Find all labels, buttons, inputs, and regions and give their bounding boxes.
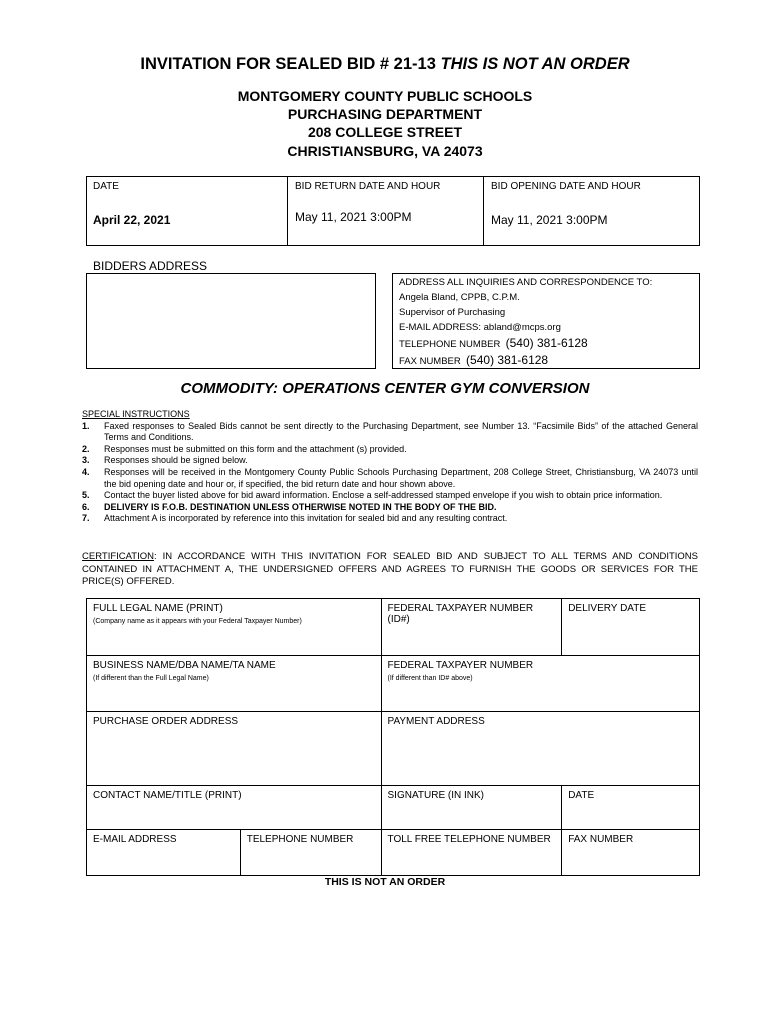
org-line-1: MONTGOMERY COUNTY PUBLIC SCHOOLS — [237, 88, 533, 104]
phone-label: TELEPHONE NUMBER — [399, 339, 501, 350]
instruction-item: 7. Attachment A is incorporated by reference into this invitation for sealed bid and any resulting contract. — [82, 513, 508, 524]
certification-label: CERTIFICATION — [82, 551, 154, 562]
contact-heading: ADDRESS ALL INQUIRIES AND CORRESPONDENCE TO: — [399, 277, 653, 288]
contact-email: E-MAIL ADDRESS: abland@mcps.org — [399, 322, 561, 333]
business-name-field[interactable] — [87, 656, 382, 712]
org-line-3: 208 COLLEGE STREET — [307, 124, 463, 140]
bid-opening-label: BID OPENING DATE AND HOUR — [491, 181, 641, 192]
federal-taxpayer-id-field[interactable] — [381, 599, 562, 656]
date-label: DATE — [93, 181, 119, 192]
business-name-label: BUSINESS NAME/DBA NAME/TA NAME — [93, 660, 276, 671]
bid-return-value: May 11, 2021 3:00PM — [295, 210, 412, 224]
date-field[interactable] — [562, 786, 700, 830]
federal-taxpayer-number-label: FEDERAL TAXPAYER NUMBER — [387, 660, 534, 671]
telephone-field[interactable] — [240, 830, 381, 876]
phone-value: (540) 381-6128 — [505, 336, 588, 350]
delivery-date-field[interactable] — [562, 599, 700, 656]
instruction-item: 5. Contact the buyer listed above for bid award information. Enclose a self-addressed stamped envelope if you wish to obtain price information. — [82, 490, 663, 501]
federal-taxpayer-id-label: FEDERAL TAXPAYER NUMBER (ID#) — [387, 603, 534, 625]
full-legal-name-note: (Company name as it appears with your Federal Taxpayer Number) — [93, 618, 302, 625]
bid-opening-value: May 11, 2021 3:00PM — [491, 213, 608, 227]
toll-free-field[interactable] — [381, 830, 562, 876]
payment-address-label: PAYMENT ADDRESS — [387, 716, 485, 727]
delivery-date-label: DELIVERY DATE — [568, 603, 646, 614]
org-line-4: CHRISTIANSBURG, VA 24073 — [287, 143, 483, 159]
federal-taxpayer-number-field[interactable] — [381, 656, 699, 712]
commodity-heading: COMMODITY: OPERATIONS CENTER GYM CONVERSION — [180, 380, 590, 397]
email-field[interactable] — [87, 830, 241, 876]
fax-field-label: FAX NUMBER — [568, 834, 634, 845]
fax-label: FAX NUMBER — [399, 356, 461, 367]
email-label: E-MAIL ADDRESS — [93, 834, 177, 845]
contact-title: Supervisor of Purchasing — [399, 307, 506, 318]
fax-field[interactable] — [562, 830, 700, 876]
instruction-item: 3. Responses should be signed below. — [82, 455, 248, 466]
footer-not-an-order: THIS IS NOT AN ORDER — [324, 876, 446, 888]
instruction-item: 2. Responses must be submitted on this form and the attachment (s) provided. — [82, 443, 407, 454]
page-title — [0, 55, 770, 74]
full-legal-name-field[interactable] — [87, 599, 382, 656]
purchase-order-address-label: PURCHASE ORDER ADDRESS — [93, 716, 239, 727]
bidders-address-box[interactable] — [86, 273, 376, 369]
instruction-item: 1. Faxed responses to Sealed Bids cannot be sent directly to the Purchasing Department, see Number 13. “Facsimile Bids” of the attached General Terms and Conditions. — [82, 420, 698, 443]
fax-value: (540) 381-6128 — [466, 353, 549, 367]
certification — [82, 551, 698, 589]
date-field-label: DATE — [568, 790, 595, 801]
bidder-form — [86, 598, 700, 876]
instruction-item: 4. Responses will be received in the Montgomery County Public Schools Purchasing Department, 208 College Street, Christiansburg, VA 24073 until the bid opening date and hour or, if specified, the bid return date and hour shown above. — [82, 466, 698, 489]
contact-name-label: CONTACT NAME/TITLE (PRINT) — [93, 790, 242, 801]
signature-label: SIGNATURE (IN INK) — [387, 790, 484, 801]
full-legal-name-label: FULL LEGAL NAME (PRINT) — [93, 603, 223, 614]
signature-field[interactable] — [381, 786, 562, 830]
toll-free-label: TOLL FREE TELEPHONE NUMBER — [387, 834, 551, 845]
purchase-order-address-field[interactable] — [87, 712, 382, 786]
federal-taxpayer-number-note: (If different than ID# above) — [387, 675, 473, 682]
dates-box — [86, 176, 700, 246]
date-value: April 22, 2021 — [93, 213, 171, 227]
special-instructions — [82, 409, 698, 525]
contact-box — [392, 273, 700, 369]
org-line-2: PURCHASING DEPARTMENT — [287, 106, 483, 122]
contact-name: Angela Bland, CPPB, C.P.M. — [399, 292, 520, 303]
payment-address-field[interactable] — [381, 712, 699, 786]
telephone-label: TELEPHONE NUMBER — [246, 834, 354, 845]
instructions-heading: SPECIAL INSTRUCTIONS — [82, 409, 190, 419]
business-name-note: (If different than the Full Legal Name) — [93, 675, 209, 682]
contact-name-field[interactable] — [87, 786, 382, 830]
certification-text: : IN ACCORDANCE WITH THIS INVITATION FOR SEALED BID AND SUBJECT TO ALL TERMS AND CONDITIONS CONTAINED IN ATTACHMENT A, THE UNDERSIGNED OFFERS AND AGREES TO FURNISH THE GOODS OR SERVICES FOR THE PRICE(S) OFFERED. — [82, 551, 698, 588]
bid-return-label: BID RETURN DATE AND HOUR — [295, 181, 441, 192]
title-main: INVITATION FOR SEALED BID # 21-13 — [140, 55, 436, 73]
instruction-item: 6. DELIVERY IS F.O.B. DESTINATION UNLESS OTHERWISE NOTED IN THE BODY OF THE BID. — [82, 501, 497, 512]
bidders-address-label: BIDDERS ADDRESS — [93, 259, 208, 273]
title-not-an-order: THIS IS NOT AN ORDER — [440, 55, 630, 73]
